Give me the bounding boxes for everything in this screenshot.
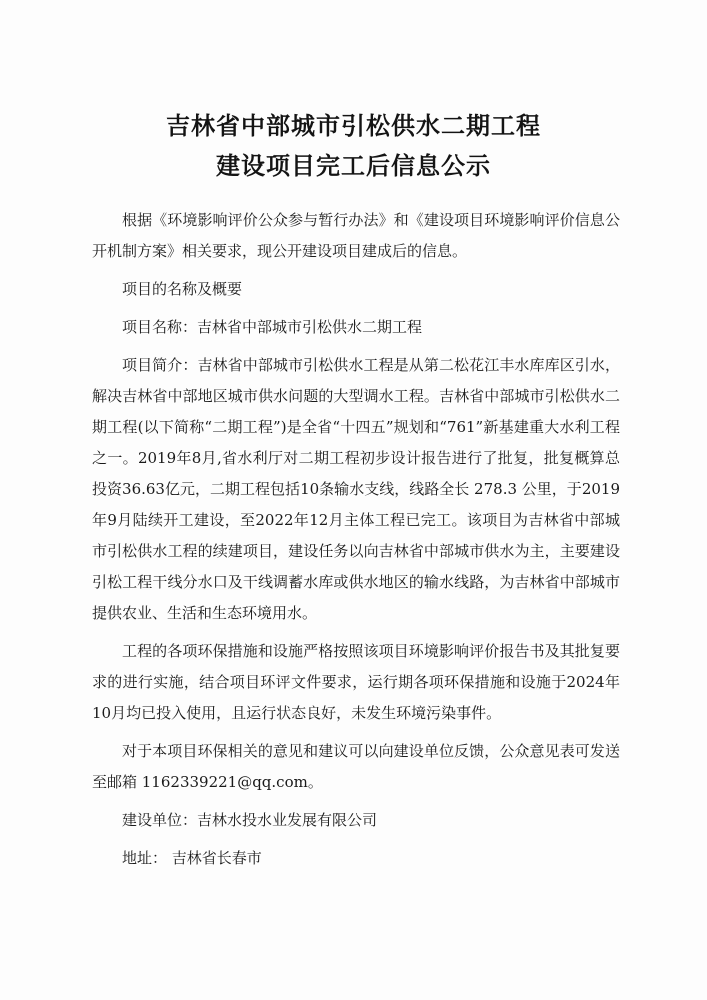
- env-measures-paragraph: 工程的各项环保措施和设施严格按照该项目环境影响评价报告书及其批复要求的进行实施，结合项目环评文件要求，运行期各项环保措施和设施于2024年10月均已投入使用，且运行状态良好，未发生环境污染事件。: [92, 642, 620, 722]
- document-title-line-1: 吉林省中部城市引松供水二期工程: [166, 112, 541, 140]
- project-summary-paragraph: 项目简介：吉林省中部城市引松供水工程是从第二松花江丰水库库区引水，解决吉林省中部地区城市供水问题的大型调水工程。吉林省中部城市引松供水二期工程(以下简称“二期工程”)是全省“十四五”规划和“761”新基建重大水利工程之一。2019年8月,省水利厅对二期工程初步设计报告进行了批复，批复概算总投资36.63亿元，二期工程包括10条输水支线，线路全长 278.3 公里，于2019年9月陆续开工建设，至2022年12月主体工程已完工。该项目为吉林省中部城市引松供水工程的续建项目，建设任务以向吉林省中部城市供水为主，主要建设引松工程干线分水口及干线调蓄水库或供水地区的输水线路，为吉林省中部城市提供农业、生活和生态环境用水。: [92, 356, 620, 622]
- feedback-paragraph: 对于本项目环保相关的意见和建议可以向建设单位反馈，公众意见表可发送至邮箱 1162339221@qq.com。: [92, 742, 620, 791]
- intro-paragraph: 根据《环境影响评价公众参与暂行办法》和《建设项目环境影响评价信息公开机制方案》相关要求，现公开建设项目建成后的信息。: [92, 211, 620, 260]
- document-title-line-2: 建设项目完工后信息公示: [216, 152, 491, 180]
- document-body: [92, 205, 620, 881]
- project-name-paragraph: 项目名称：吉林省中部城市引松供水二期工程: [122, 318, 423, 336]
- builder-paragraph: 建设单位：吉林水投水业发展有限公司: [122, 811, 378, 829]
- address-paragraph: 地址： 吉林省长春市: [122, 849, 262, 867]
- section-heading: 项目的名称及概要: [122, 280, 243, 298]
